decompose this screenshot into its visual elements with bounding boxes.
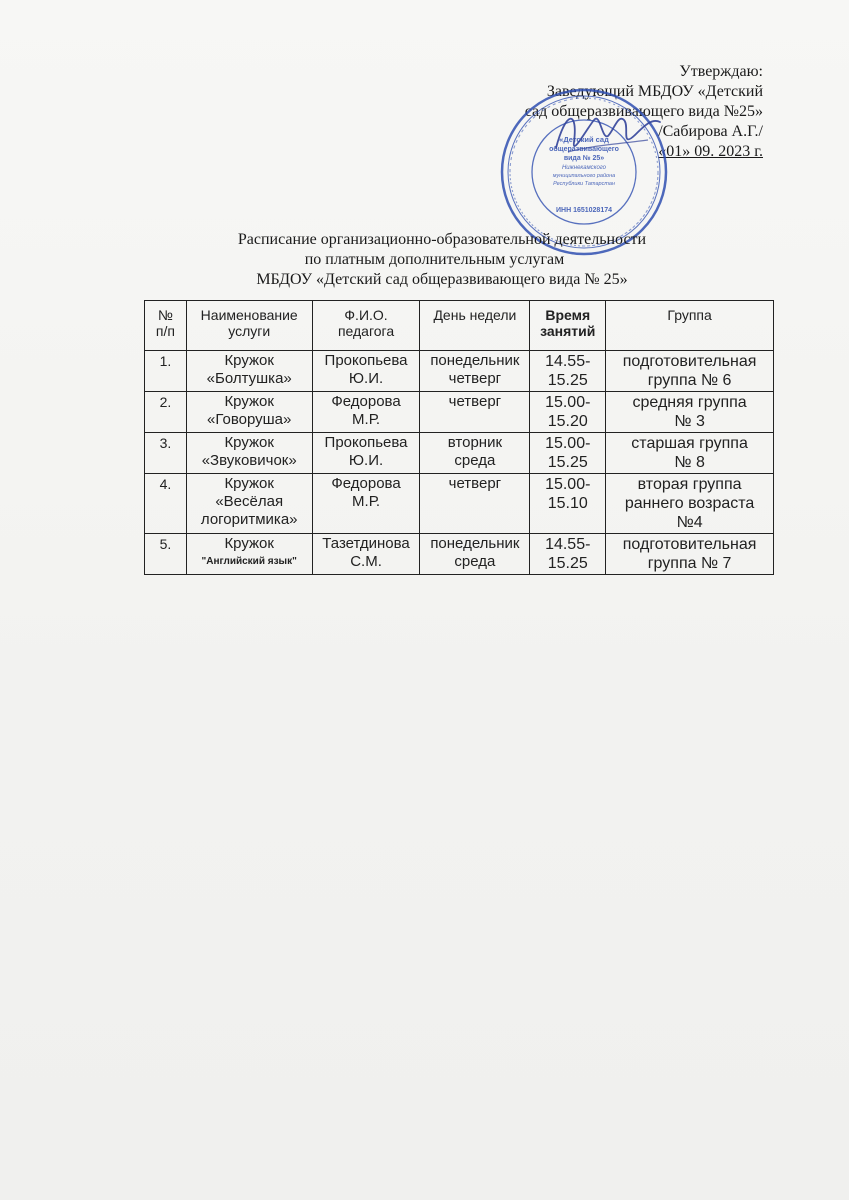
- stamp-text-3: вида № 25»: [563, 155, 605, 162]
- table-row: [145, 351, 774, 392]
- row-teacher: Тазетдинова С.М.: [312, 534, 420, 575]
- title-line1: Расписание организационно-образовательной деятельности: [237, 231, 647, 248]
- approval-position-line1: Заведующий МБДОУ «Детский: [546, 83, 763, 100]
- row-num: 1.: [145, 351, 187, 392]
- approval-signature-name: /Сабирова А.Г./: [658, 123, 763, 140]
- row-num: 2.: [145, 392, 187, 433]
- row-service: Кружок «Говоруша»: [186, 392, 312, 433]
- header-time: Время занятий: [530, 301, 606, 351]
- table-header-row: [145, 301, 774, 351]
- header-teacher: Ф.И.О. педагога: [312, 301, 420, 351]
- handwritten-signature: [548, 100, 668, 170]
- row-time: 14.55- 15.25: [530, 351, 606, 392]
- row-time: 15.00- 15.10: [530, 474, 606, 534]
- row-time: 15.00- 15.20: [530, 392, 606, 433]
- row-num: 3.: [145, 433, 187, 474]
- approval-heading: Утверждаю:: [679, 63, 763, 80]
- row-service: Кружок "Английский язык": [186, 534, 312, 575]
- stamp-text-5: муниципального района: [552, 173, 616, 179]
- title-line3: МБДОУ «Детский сад общеразвивающего вида № 25»: [256, 271, 628, 288]
- row-day: вторник среда: [420, 433, 530, 474]
- row-service: Кружок «Весёлая логоритмика»: [186, 474, 312, 534]
- stamp-inn: ИНН 1651028174: [555, 207, 613, 214]
- row-time: 14.55- 15.25: [530, 534, 606, 575]
- approval-position-line2: сад общеразвивающего вида №25»: [524, 103, 763, 120]
- header-day: День недели: [420, 301, 530, 351]
- row-teacher: Прокопьева Ю.И.: [312, 433, 420, 474]
- stamp-text-2: общеразвивающего: [549, 146, 619, 153]
- row-day: четверг: [420, 392, 530, 433]
- row-service: Кружок «Звуковичок»: [186, 433, 312, 474]
- row-num: 4.: [145, 474, 187, 534]
- row-service: Кружок «Болтушка»: [186, 351, 312, 392]
- row-group: средняя группа № 3: [606, 392, 774, 433]
- table-row: [145, 392, 774, 433]
- row-teacher: Федорова М.Р.: [312, 474, 420, 534]
- row-group: подготовительная группа № 7: [606, 534, 774, 575]
- title-line2: по платным дополнительным услугам: [304, 251, 565, 268]
- table-row: [145, 433, 774, 474]
- row-day: четверг: [420, 474, 530, 534]
- row-num: 5.: [145, 534, 187, 575]
- table-row: [145, 534, 774, 575]
- header-num: № п/п: [145, 301, 187, 351]
- table-row: [145, 474, 774, 534]
- row-group: старшая группа № 8: [606, 433, 774, 474]
- row-time: 15.00- 15.25: [530, 433, 606, 474]
- stamp-text-1: «Детский сад: [559, 135, 609, 144]
- row-teacher: Прокопьева Ю.И.: [312, 351, 420, 392]
- row-group: подготовительная группа № 6: [606, 351, 774, 392]
- schedule-table: [144, 300, 774, 575]
- row-day: понедельник среда: [420, 534, 530, 575]
- header-service: Наименование услуги: [186, 301, 312, 351]
- document-title: [0, 230, 849, 290]
- stamp-text-4: Нижнекамского: [561, 165, 607, 171]
- row-teacher: Федорова М.Р.: [312, 392, 420, 433]
- stamp-text-6: Республики Татарстан: [553, 181, 615, 187]
- header-group: Группа: [606, 301, 774, 351]
- row-group: вторая группа раннего возраста №4: [606, 474, 774, 534]
- row-day: понедельник четверг: [420, 351, 530, 392]
- approval-date: «01» 09. 2023 г.: [658, 143, 763, 160]
